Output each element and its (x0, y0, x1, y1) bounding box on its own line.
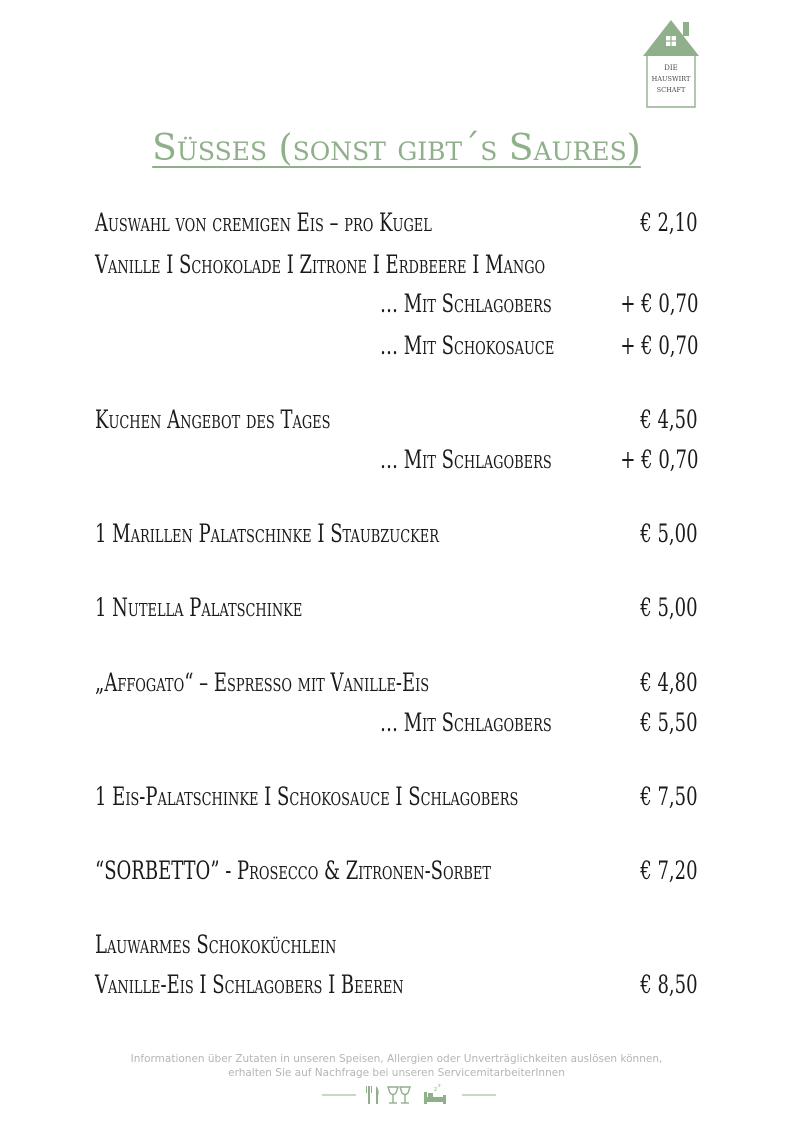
menu-item-price: € 5,00 (640, 519, 698, 548)
menu-item-text: Lauwarmes Schokoküchlein (95, 930, 337, 959)
logo-line-3: SCHAFT (656, 86, 686, 94)
logo-line-2: HAUSWIRT (651, 75, 691, 83)
menu-item-text: Auswahl von cremigen Eis – pro Kugel (95, 208, 432, 237)
footer-icons (320, 1082, 500, 1108)
menu-item-text: 1 Eis-Palatschinke I Schokosauce I Schlagobers (95, 782, 519, 811)
menu-item-price: + € 0,70 (619, 445, 698, 474)
menu-item-addon: … Mit Schokosauce (380, 331, 555, 360)
menu-item-text: 1 Nutella Palatschinke (95, 593, 303, 622)
logo-line-1: DIE (664, 64, 678, 72)
menu-item-price: € 7,50 (640, 782, 698, 811)
wine-glasses-icon (388, 1087, 410, 1103)
menu-item-price: + € 0,70 (619, 289, 698, 318)
menu-item-text: Vanille-Eis I Schlagobers I Beeren (95, 970, 404, 999)
menu-item-price: € 4,80 (640, 668, 698, 697)
menu-item-price: € 8,50 (640, 970, 698, 999)
menu-item-text: 1 Marillen Palatschinke I Staubzucker (95, 519, 440, 548)
menu-item-addon: … Mit Schlagobers (380, 708, 552, 737)
menu-item-price: + € 0,70 (619, 331, 698, 360)
menu-item-text: Kuchen Angebot des Tages (95, 405, 331, 434)
menu-item-price: € 4,50 (640, 405, 698, 434)
menu-item-text: “SORBETTO” - Prosecco & Zitronen-Sorbet (95, 856, 492, 885)
menu-item-text: Vanille I Schokolade I Zitrone I Erdbeere I Mango (95, 250, 546, 279)
svg-text:z: z (434, 1086, 438, 1093)
menu-item-price: € 7,20 (640, 856, 698, 885)
footer-allergen-line-2: erhalten Sie auf Nachfrage bei unseren ServicemitarbeiterInnen (228, 1067, 565, 1079)
footer-allergen-line-1: Informationen über Zutaten in unseren Speisen, Allergien oder Unverträglichkeiten auslösen können, (130, 1053, 663, 1065)
svg-text:z: z (438, 1083, 441, 1089)
menu-item-text: „Affogato“ – Espresso mit Vanille-Eis (95, 668, 430, 697)
page-title-text: Süßes (sonst gibt´s Saures) (152, 128, 641, 169)
menu-item-addon: … Mit Schlagobers (380, 289, 552, 318)
menu-item-price: € 5,50 (640, 708, 698, 737)
menu-item-addon: … Mit Schlagobers (380, 445, 552, 474)
menu-item-price: € 2,10 (640, 208, 698, 237)
cutlery-icon (366, 1086, 379, 1104)
menu-item-price: € 5,00 (640, 593, 698, 622)
bed-icon (424, 1083, 446, 1104)
